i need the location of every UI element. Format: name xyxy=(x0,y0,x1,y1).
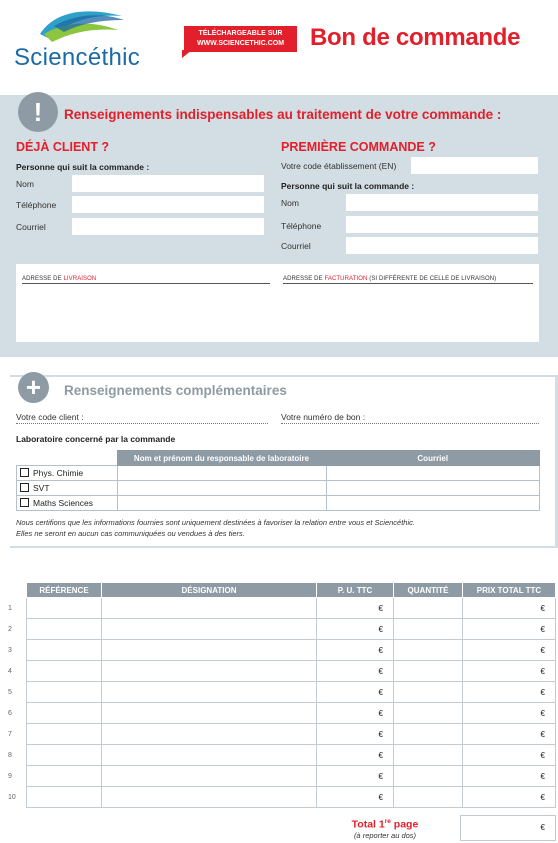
lab-option-maths[interactable] xyxy=(17,496,118,511)
unit-price-cell[interactable]: € xyxy=(317,724,394,745)
quantity-cell[interactable] xyxy=(394,682,463,703)
unit-price-cell[interactable]: € xyxy=(317,640,394,661)
total-price-cell[interactable]: € xyxy=(463,724,556,745)
unit-price-cell[interactable]: € xyxy=(317,703,394,724)
quantity-cell[interactable] xyxy=(394,787,463,808)
lab-option-phys[interactable] xyxy=(17,466,118,481)
first-phone-label: Téléphone xyxy=(281,221,322,231)
lab-option-label: Maths Sciences xyxy=(33,498,93,508)
first-name-label: Nom xyxy=(281,198,299,208)
existing-name-label: Nom xyxy=(16,179,34,189)
delivery-word: LIVRAISON xyxy=(63,276,97,282)
lab-row xyxy=(17,481,540,496)
designation-cell[interactable] xyxy=(102,724,317,745)
download-badge[interactable] xyxy=(184,26,297,52)
head-total-price: PRIX TOTAL TTC xyxy=(463,583,556,598)
existing-phone-field[interactable] xyxy=(72,196,264,213)
checkbox-icon[interactable] xyxy=(20,468,29,477)
certification-text xyxy=(16,518,415,539)
row-number: 10 xyxy=(8,793,16,801)
unit-price-cell[interactable]: € xyxy=(317,766,394,787)
existing-name-field[interactable] xyxy=(72,175,264,192)
reference-cell[interactable] xyxy=(27,703,102,724)
quantity-cell[interactable] xyxy=(394,766,463,787)
lab-option-label: Phys. Chimie xyxy=(33,468,84,478)
order-row xyxy=(8,598,556,619)
order-row xyxy=(8,682,556,703)
order-row xyxy=(8,724,556,745)
first-email-label: Courriel xyxy=(281,241,311,251)
head-designation: DÉSIGNATION xyxy=(102,583,317,598)
page-total-field[interactable] xyxy=(460,815,556,841)
establishment-code-label: Votre code établissement (EN) xyxy=(281,161,397,171)
reference-cell[interactable] xyxy=(27,787,102,808)
lab-responsible-cell[interactable] xyxy=(117,466,326,481)
designation-cell[interactable] xyxy=(102,619,317,640)
total-label-start: Total 1 xyxy=(351,818,385,831)
lab-table-header xyxy=(17,451,540,466)
first-phone-field[interactable] xyxy=(346,216,538,233)
lab-email-cell[interactable] xyxy=(326,466,540,481)
unit-price-cell[interactable]: € xyxy=(317,598,394,619)
row-number: 1 xyxy=(8,604,12,612)
head-reference: RÉFÉRENCE xyxy=(27,583,102,598)
row-number: 3 xyxy=(8,646,12,654)
lab-responsible-cell[interactable] xyxy=(117,496,326,511)
designation-cell[interactable] xyxy=(102,598,317,619)
lab-table-blank-header xyxy=(17,451,118,466)
billing-word: FACTURATION xyxy=(324,276,368,282)
delivery-address-label xyxy=(22,276,270,284)
complementary-panel-bottom-border xyxy=(10,546,558,548)
head-unit-price: P. U. TTC xyxy=(317,583,394,598)
order-row xyxy=(8,640,556,661)
total-price-cell[interactable]: € xyxy=(463,787,556,808)
quantity-cell[interactable] xyxy=(394,724,463,745)
lab-email-cell[interactable] xyxy=(326,496,540,511)
row-number: 5 xyxy=(8,688,12,696)
page-total-label xyxy=(330,818,440,840)
page-total-note: (à reporter au dos) xyxy=(353,830,417,840)
delivery-prefix: ADRESSE DE xyxy=(22,276,64,282)
unit-price-cell[interactable]: € xyxy=(317,745,394,766)
quantity-cell[interactable] xyxy=(394,661,463,682)
order-table-header xyxy=(8,583,556,598)
billing-prefix: ADRESSE DE xyxy=(283,276,325,282)
total-label-sup: re xyxy=(384,818,391,825)
designation-cell[interactable] xyxy=(102,640,317,661)
designation-cell[interactable] xyxy=(102,682,317,703)
voucher-number-field[interactable] xyxy=(281,412,539,424)
logo-swoosh-icon xyxy=(14,4,154,48)
total-price-cell[interactable]: € xyxy=(463,619,556,640)
certification-line1: Nous certifions que les informations fournies sont uniquement destinées à favoriser la relation entre vous et Sciencéthic. xyxy=(16,518,415,527)
existing-phone-label: Téléphone xyxy=(16,200,57,210)
row-number: 6 xyxy=(8,709,12,717)
first-order-heading: PREMIÈRE COMMANDE ? xyxy=(281,140,436,154)
page-total-title xyxy=(330,818,440,831)
unit-price-cell[interactable]: € xyxy=(317,682,394,703)
unit-price-cell[interactable]: € xyxy=(317,619,394,640)
lab-label: Laboratoire concerné par la commande xyxy=(16,434,176,444)
designation-cell[interactable] xyxy=(102,766,317,787)
total-price-cell[interactable]: € xyxy=(463,661,556,682)
client-code-field[interactable] xyxy=(16,412,268,424)
total-price-cell[interactable]: € xyxy=(463,598,556,619)
complementary-info-title: Renseignements complémentaires xyxy=(64,383,287,398)
order-row xyxy=(8,766,556,787)
first-followup-label: Personne qui suit la commande : xyxy=(281,181,415,191)
total-price-cell[interactable]: € xyxy=(463,640,556,661)
quantity-cell[interactable] xyxy=(394,703,463,724)
reference-cell[interactable] xyxy=(27,745,102,766)
reference-cell[interactable] xyxy=(27,724,102,745)
quantity-cell[interactable] xyxy=(394,598,463,619)
order-body xyxy=(8,598,556,808)
total-price-cell[interactable]: € xyxy=(463,682,556,703)
lab-option-label: SVT xyxy=(33,483,50,493)
client-code-label: Votre code client : xyxy=(16,412,84,422)
reference-cell[interactable] xyxy=(27,766,102,787)
total-currency: € xyxy=(540,823,545,832)
establishment-code-field[interactable] xyxy=(411,157,538,174)
total-price-cell[interactable]: € xyxy=(463,766,556,787)
complementary-panel-top-border xyxy=(10,375,558,377)
existing-client-heading: DÉJÀ CLIENT ? xyxy=(16,140,110,154)
voucher-number-label: Votre numéro de bon : xyxy=(281,412,366,422)
total-label-end: page xyxy=(390,818,419,831)
total-price-cell[interactable]: € xyxy=(463,745,556,766)
lab-row xyxy=(17,496,540,511)
row-number: 2 xyxy=(8,625,12,633)
unit-price-cell[interactable]: € xyxy=(317,787,394,808)
row-number-header xyxy=(8,583,27,598)
lab-head-email: Courriel xyxy=(326,451,540,466)
designation-cell[interactable] xyxy=(102,745,317,766)
checkbox-icon[interactable] xyxy=(20,498,29,507)
quantity-cell[interactable] xyxy=(394,640,463,661)
row-number: 4 xyxy=(8,667,12,675)
designation-cell[interactable] xyxy=(102,787,317,808)
download-line1: TÉLÉCHARGEABLE SUR xyxy=(198,30,283,37)
billing-address-label xyxy=(283,276,533,284)
order-row xyxy=(8,745,556,766)
billing-suffix: (SI DIFFÉRENTE DE CELLE DE LIVRAISON) xyxy=(367,276,497,282)
row-number: 7 xyxy=(8,730,12,738)
order-row xyxy=(8,703,556,724)
reference-cell[interactable] xyxy=(27,598,102,619)
designation-cell[interactable] xyxy=(102,661,317,682)
plus-icon: + xyxy=(18,372,49,403)
reference-cell[interactable] xyxy=(27,682,102,703)
head-quantity: QUANTITÉ xyxy=(394,583,463,598)
reference-cell[interactable] xyxy=(27,640,102,661)
first-email-field[interactable] xyxy=(346,237,538,254)
brand-name: Sciencéthic xyxy=(14,44,141,71)
checkbox-icon[interactable] xyxy=(20,483,29,492)
order-row xyxy=(8,619,556,640)
reference-cell[interactable] xyxy=(27,619,102,640)
existing-email-label: Courriel xyxy=(16,222,46,232)
total-price-cell[interactable]: € xyxy=(463,703,556,724)
lab-table xyxy=(16,450,540,511)
download-badge-tail xyxy=(182,50,192,58)
lab-row xyxy=(17,466,540,481)
unit-price-cell[interactable]: € xyxy=(317,661,394,682)
row-number: 8 xyxy=(8,751,12,759)
required-info-title: Renseignements indispensables au traitement de votre commande : xyxy=(64,107,502,122)
lab-option-svt[interactable] xyxy=(17,481,118,496)
order-table xyxy=(8,582,556,808)
row-number: 9 xyxy=(8,772,12,780)
first-name-field[interactable] xyxy=(346,194,538,211)
designation-cell[interactable] xyxy=(102,703,317,724)
exclamation-icon: ! xyxy=(18,92,58,132)
quantity-cell[interactable] xyxy=(394,745,463,766)
lab-email-cell[interactable] xyxy=(326,481,540,496)
existing-followup-label: Personne qui suit la commande : xyxy=(16,162,150,172)
lab-responsible-cell[interactable] xyxy=(117,481,326,496)
quantity-cell[interactable] xyxy=(394,619,463,640)
order-row xyxy=(8,661,556,682)
page-title: Bon de commande xyxy=(310,24,521,51)
download-url: WWW.SCIENCETHIC.COM xyxy=(196,40,285,47)
reference-cell[interactable] xyxy=(27,661,102,682)
order-row xyxy=(8,787,556,808)
certification-line2: Elles ne seront en aucun cas communiquées ou vendues à des tiers. xyxy=(16,528,245,538)
existing-email-field[interactable] xyxy=(72,218,264,235)
lab-head-name: Nom et prénom du responsable de laboratoire xyxy=(117,451,326,466)
